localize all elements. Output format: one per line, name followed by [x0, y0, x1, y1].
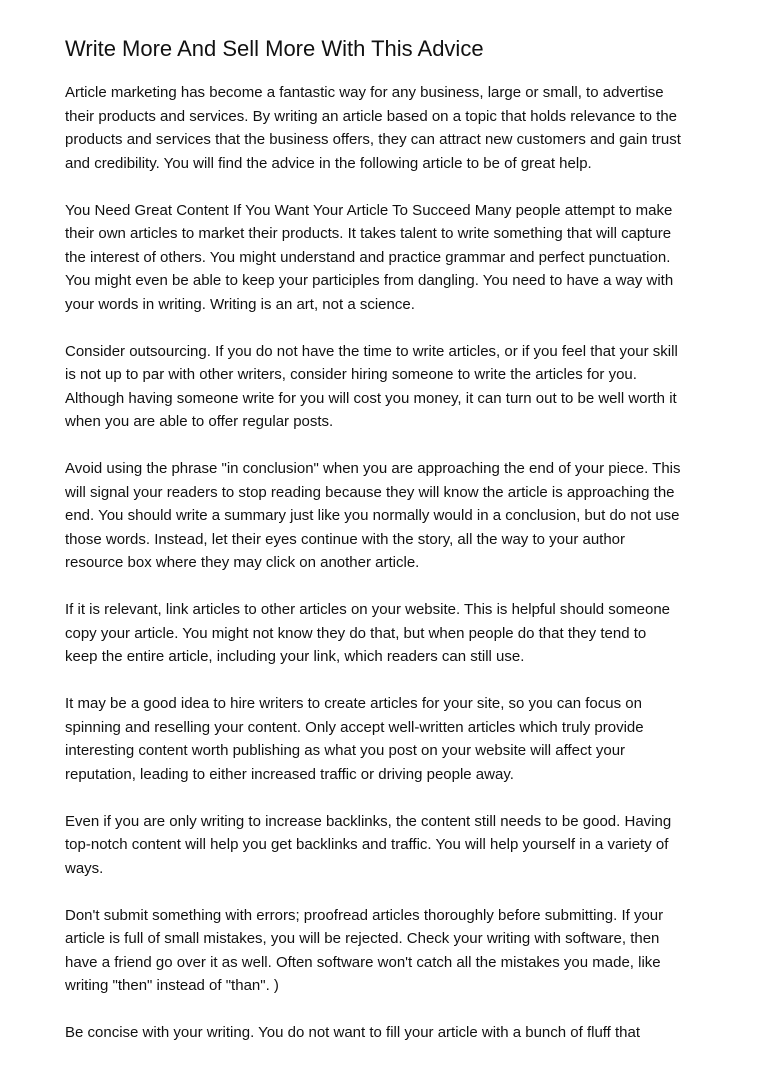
- paragraph-8: [65, 904, 705, 998]
- text-line: your words in writing. Writing is an art, not a science.: [65, 295, 415, 313]
- text-line: the interest of others. You might understand and practice grammar and perfect punctuation.: [65, 248, 671, 266]
- paragraph-5: [65, 598, 705, 669]
- text-line: writing "then" instead of "than". ): [65, 977, 279, 994]
- text-line: keep the entire article, including your link, which readers can still use.: [65, 648, 525, 665]
- text-line: top-notch content will help you get backlinks and traffic. You will help yourself in a variety of: [65, 836, 669, 853]
- text-line: when you are able to offer regular posts.: [65, 413, 334, 430]
- text-line: will signal your readers to stop reading because they will know the article is approaching the: [65, 483, 675, 501]
- text-line: ways.: [65, 859, 104, 877]
- text-line: interesting content worth publishing as what you post on your website will affect your: [65, 742, 626, 759]
- text-line: If it is relevant, link articles to other articles on your website. This is helpful should someone: [65, 601, 671, 618]
- text-line: spinning and reselling your content. Only accept well-written articles which truly provide: [65, 718, 644, 736]
- text-line: those words. Instead, let their eyes continue with the story, all the way to your author: [65, 530, 626, 548]
- text-line: Don't submit something with errors; proofread articles thoroughly before submitting. If your: [65, 906, 664, 924]
- text-line: and credibility. You will find the advice in the following article to be of great help.: [65, 154, 592, 172]
- paragraph-4: [65, 457, 705, 575]
- paragraph-1: [65, 81, 705, 175]
- text-line: Article marketing has become a fantastic way for any business, large or small, to advertise: [65, 84, 664, 101]
- text-line: copy your article. You might not know they do that, but when people do that they tend to: [65, 624, 647, 642]
- text-line: Although having someone write for you will cost you money, it can turn out to be well worth it: [65, 389, 677, 407]
- paragraph-2: [65, 199, 705, 317]
- paragraph-3: [65, 340, 705, 434]
- paragraph-9: [65, 1021, 705, 1045]
- paragraph-6: [65, 692, 705, 786]
- text-line: It may be a good idea to hire writers to create articles for your site, so you can focus on: [65, 695, 642, 712]
- paragraph-7: [65, 810, 705, 881]
- text-line: You might even be able to keep your participles from dangling. You need to have a way with: [65, 272, 674, 289]
- text-line: end. You should write a summary just like you normally would in a conclusion, but do not use: [65, 507, 680, 524]
- text-line: reputation, leading to either increased traffic or driving people away.: [65, 765, 514, 783]
- text-line: resource box where they may click on another article.: [65, 554, 420, 571]
- text-line: Consider outsourcing. If you do not have the time to write articles, or if you feel that your skill: [65, 342, 678, 360]
- text-line: have a friend go over it as well. Often software won't catch all the mistakes you made, like: [65, 953, 661, 971]
- text-line: Be concise with your writing. You do not want to fill your article with a bunch of fluff that: [65, 1024, 641, 1041]
- document-title: Write More And Sell More With This Advice: [65, 36, 484, 61]
- text-line: products and services that the business offers, they can attract new customers and gain trust: [65, 131, 681, 148]
- text-line: You Need Great Content If You Want Your Article To Succeed Many people attempt to make: [65, 201, 673, 219]
- text-line: article is full of small mistakes, you will be rejected. Check your writing with software, then: [65, 930, 660, 947]
- text-line: is not up to par with other writers, consider hiring someone to write the articles for you.: [65, 366, 637, 383]
- document-body: [65, 81, 705, 1045]
- text-line: their products and services. By writing an article based on a topic that holds relevance to the: [65, 107, 678, 125]
- text-line: their own articles to market their products. It takes talent to write something that will capture: [65, 225, 672, 242]
- text-line: Avoid using the phrase "in conclusion" when you are approaching the end of your piece. This: [65, 460, 681, 477]
- text-line: Even if you are only writing to increase backlinks, the content still needs to be good. Having: [65, 812, 672, 830]
- document-page: [65, 34, 705, 1068]
